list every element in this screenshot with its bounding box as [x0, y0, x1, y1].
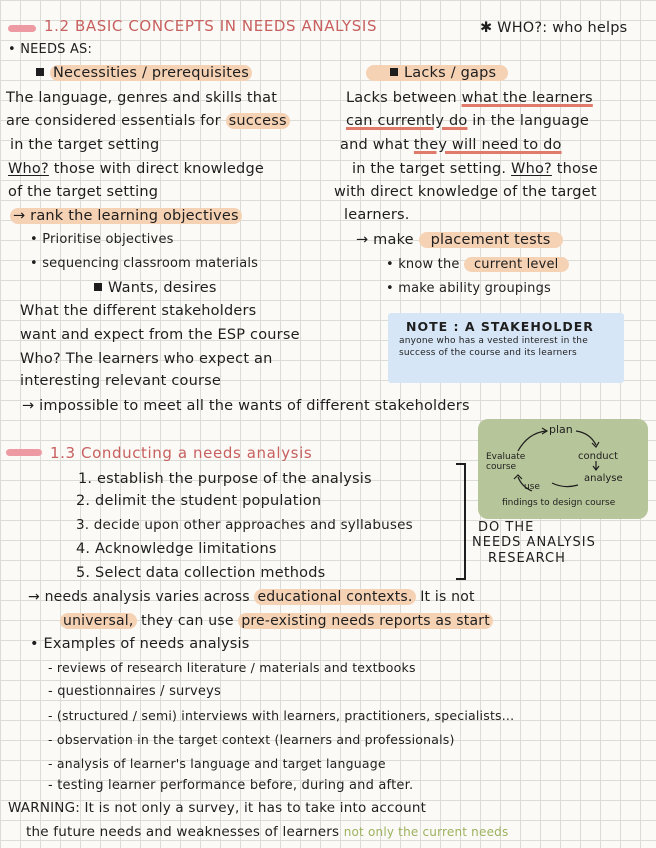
contexts-highlight: educational contexts. [254, 589, 415, 605]
rank-objectives-text: → rank the learning objectives [10, 208, 242, 224]
who-label: Who? [8, 161, 49, 177]
lacks-heading-text [366, 65, 508, 81]
diagram-use: use [524, 482, 540, 492]
diagram-analyse: analyse [584, 473, 623, 484]
square-bullet-icon [94, 283, 102, 291]
steps-bracket [456, 463, 466, 580]
diagram-findings: findings to design course [502, 498, 616, 508]
wants-line: interesting relevant course [20, 373, 221, 389]
lacks-underline: what the learners [461, 90, 593, 106]
rank-objectives [10, 207, 242, 225]
section-title-1-3: 1.3 Conducting a needs analysis [50, 444, 313, 462]
universal-highlight: universal, [60, 613, 137, 629]
do-research-label: RESEARCH [488, 551, 566, 566]
wants-heading [94, 279, 217, 297]
lacks-text: those [551, 161, 598, 177]
varies-line [28, 588, 475, 606]
current-level-highlight: current level [464, 257, 569, 272]
step-item: 2. delimit the student population [76, 493, 322, 509]
examples-heading: • Examples of needs analysis [30, 636, 250, 652]
diagram-plan: plan [549, 423, 573, 436]
varies-text: they can use [136, 613, 239, 629]
necessities-bullet: • sequencing classroom materials [30, 256, 259, 271]
lacks-line [346, 89, 593, 107]
section-title-1-2: 1.2 BASIC CONCEPTS IN NEEDS ANALYSIS [44, 17, 378, 35]
wants-heading-text: Wants, desires [108, 280, 217, 296]
note-title: NOTE : A STAKEHOLDER [406, 319, 594, 334]
varies-text: → needs analysis varies across [28, 589, 255, 605]
example-item: - (structured / semi) interviews with learners, practitioners, specialists... [48, 708, 515, 723]
necessities-heading [36, 64, 252, 82]
necessities-line: The language, genres and skills that [6, 90, 278, 106]
lacks-line [340, 136, 562, 154]
title-accent-bar [8, 25, 36, 32]
wants-conclusion: → impossible to meet all the wants of different stakeholders [22, 398, 470, 414]
warning-line [26, 823, 508, 841]
necessities-line: in the target setting [10, 137, 160, 153]
who-label: Who? [511, 161, 552, 177]
lacks-bullet: • make ability groupings [386, 281, 552, 296]
necessities-line [8, 160, 264, 178]
lacks-text: and what [340, 137, 414, 153]
example-item: - observation in the target context (learners and professionals) [48, 732, 455, 747]
step-item: 3. decide upon other approaches and syllabuses [76, 517, 413, 533]
needs-as-label: • NEEDS AS: [8, 42, 93, 57]
lacks-heading-label: Lacks / gaps [404, 65, 497, 81]
warning-text: the future needs and weaknesses of learners [26, 824, 340, 840]
diagram-evaluate: Evaluate course [486, 452, 526, 472]
lacks-text: • know the [386, 257, 464, 272]
lacks-line: learners. [344, 207, 410, 223]
do-research-label: DO THE [478, 520, 535, 535]
who-helps-note: ✱ WHO?: who helps [480, 20, 628, 36]
lacks-line [346, 112, 589, 130]
step-item: 4. Acknowledge limitations [76, 541, 277, 557]
example-item: - analysis of learner's language and target language [48, 756, 386, 771]
necessities-line [6, 112, 290, 130]
necessities-text: those with direct knowledge [48, 161, 264, 177]
example-item: - questionnaires / surveys [48, 684, 221, 699]
varies-line [60, 612, 493, 630]
warning-line: WARNING: It is not only a survey, it has to take into account [8, 800, 427, 816]
example-item: - reviews of research literature / materials and textbooks [48, 660, 416, 675]
wants-line: Who? The learners who expect an [20, 351, 273, 367]
step-item: 5. Select data collection methods [76, 565, 326, 581]
lacks-text: → make [356, 232, 419, 248]
pre-existing-highlight: pre-existing needs reports as start [238, 613, 493, 629]
diagram-conduct: conduct [578, 451, 619, 462]
square-bullet-icon [390, 68, 398, 76]
lacks-text: in the language [467, 113, 590, 129]
step-item: 1. establish the purpose of the analysis [78, 471, 372, 487]
title-accent-bar [6, 449, 42, 456]
necessities-heading-text: Necessities / prerequisites [50, 65, 252, 81]
lacks-text: in the target setting. [352, 161, 512, 177]
square-bullet-icon [36, 68, 44, 76]
lacks-text: Lacks between [346, 90, 462, 106]
lacks-underline: they will need to do [413, 137, 562, 153]
example-item: - testing learner performance before, during and after. [48, 778, 414, 793]
do-research-label: NEEDS ANALYSIS [472, 535, 596, 550]
lacks-bullet [386, 256, 569, 274]
lacks-underline: can currently do [346, 113, 468, 129]
varies-text: It is not [415, 589, 475, 605]
lacks-line [352, 160, 598, 178]
lacks-line: with direct knowledge of the target [334, 184, 597, 200]
lacks-heading [366, 64, 508, 82]
success-highlight: success [226, 113, 290, 129]
wants-line: want and expect from the ESP course [20, 327, 300, 343]
note-body: anyone who has a vested interest in the success of the course and its learners [399, 336, 588, 358]
current-needs-note: not only the current needs [343, 825, 509, 839]
necessities-bullet: • Prioritise objectives [30, 232, 174, 247]
placement-tests [356, 231, 563, 249]
placement-tests-highlight: placement tests [419, 232, 563, 248]
wants-line: What the different stakeholders [20, 303, 257, 319]
necessities-text: are considered essentials for [6, 113, 226, 129]
necessities-line: of the target setting [8, 184, 159, 200]
